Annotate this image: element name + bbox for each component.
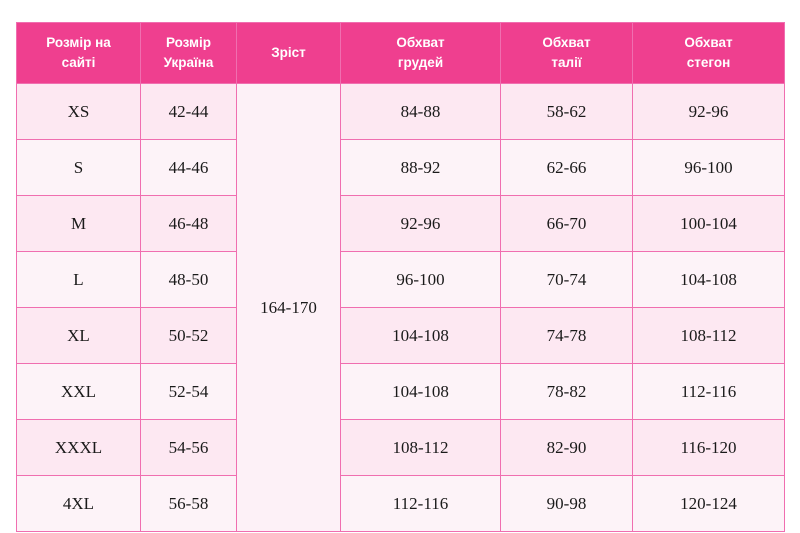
cell-waist: 90-98	[501, 476, 633, 532]
table-row	[17, 252, 785, 308]
cell-hips: 112-116	[633, 364, 785, 420]
cell-site-size: XS	[17, 84, 141, 140]
cell-ua-size: 46-48	[141, 196, 237, 252]
cell-bust: 88-92	[341, 140, 501, 196]
cell-site-size: S	[17, 140, 141, 196]
cell-site-size: XXL	[17, 364, 141, 420]
cell-hips: 104-108	[633, 252, 785, 308]
cell-bust: 92-96	[341, 196, 501, 252]
header-cell-bust	[341, 23, 501, 84]
cell-site-size: 4XL	[17, 476, 141, 532]
cell-height: 164-170	[237, 84, 341, 532]
cell-waist: 74-78	[501, 308, 633, 364]
cell-bust: 104-108	[341, 308, 501, 364]
cell-hips: 100-104	[633, 196, 785, 252]
table-body	[17, 84, 785, 532]
table-row	[17, 364, 785, 420]
cell-bust: 96-100	[341, 252, 501, 308]
header-cell-ua-size	[141, 23, 237, 84]
header-row	[17, 23, 785, 84]
header-line-2: Україна	[163, 55, 214, 70]
table-row	[17, 140, 785, 196]
cell-ua-size: 50-52	[141, 308, 237, 364]
table-row	[17, 84, 785, 140]
table-row	[17, 420, 785, 476]
header-line-1: Розмір на	[46, 35, 111, 51]
header-line-2: грудей	[397, 55, 444, 70]
cell-bust: 112-116	[341, 476, 501, 532]
size-chart-container	[16, 22, 784, 513]
cell-hips: 116-120	[633, 420, 785, 476]
cell-bust: 104-108	[341, 364, 501, 420]
table-row	[17, 476, 785, 532]
cell-waist: 66-70	[501, 196, 633, 252]
cell-waist: 62-66	[501, 140, 633, 196]
size-chart-table	[16, 22, 785, 532]
header-cell-hips	[633, 23, 785, 84]
cell-ua-size: 44-46	[141, 140, 237, 196]
table-header	[17, 23, 785, 84]
header-line-2: сайті	[61, 55, 96, 70]
cell-bust: 84-88	[341, 84, 501, 140]
cell-site-size: M	[17, 196, 141, 252]
cell-site-size: XL	[17, 308, 141, 364]
header-line-1: Обхват	[542, 35, 591, 51]
cell-waist: 78-82	[501, 364, 633, 420]
header-line-1: Розмір	[165, 35, 212, 51]
cell-ua-size: 52-54	[141, 364, 237, 420]
cell-hips: 120-124	[633, 476, 785, 532]
table-row	[17, 196, 785, 252]
cell-ua-size: 48-50	[141, 252, 237, 308]
header-cell-site-size	[17, 23, 141, 84]
cell-waist: 82-90	[501, 420, 633, 476]
table-row	[17, 308, 785, 364]
cell-waist: 58-62	[501, 84, 633, 140]
cell-ua-size: 54-56	[141, 420, 237, 476]
header-cell-waist	[501, 23, 633, 84]
header-line-2: талії	[551, 55, 582, 70]
header-cell-height	[237, 23, 341, 84]
cell-hips: 108-112	[633, 308, 785, 364]
cell-ua-size: 42-44	[141, 84, 237, 140]
header-line-1: Обхват	[396, 35, 445, 51]
cell-waist: 70-74	[501, 252, 633, 308]
header-line-2: стегон	[686, 55, 731, 70]
cell-site-size: L	[17, 252, 141, 308]
cell-bust: 108-112	[341, 420, 501, 476]
cell-hips: 92-96	[633, 84, 785, 140]
cell-hips: 96-100	[633, 140, 785, 196]
header-line-1: Зріст	[271, 45, 306, 61]
cell-site-size: XXXL	[17, 420, 141, 476]
cell-ua-size: 56-58	[141, 476, 237, 532]
header-line-1: Обхват	[684, 35, 733, 51]
